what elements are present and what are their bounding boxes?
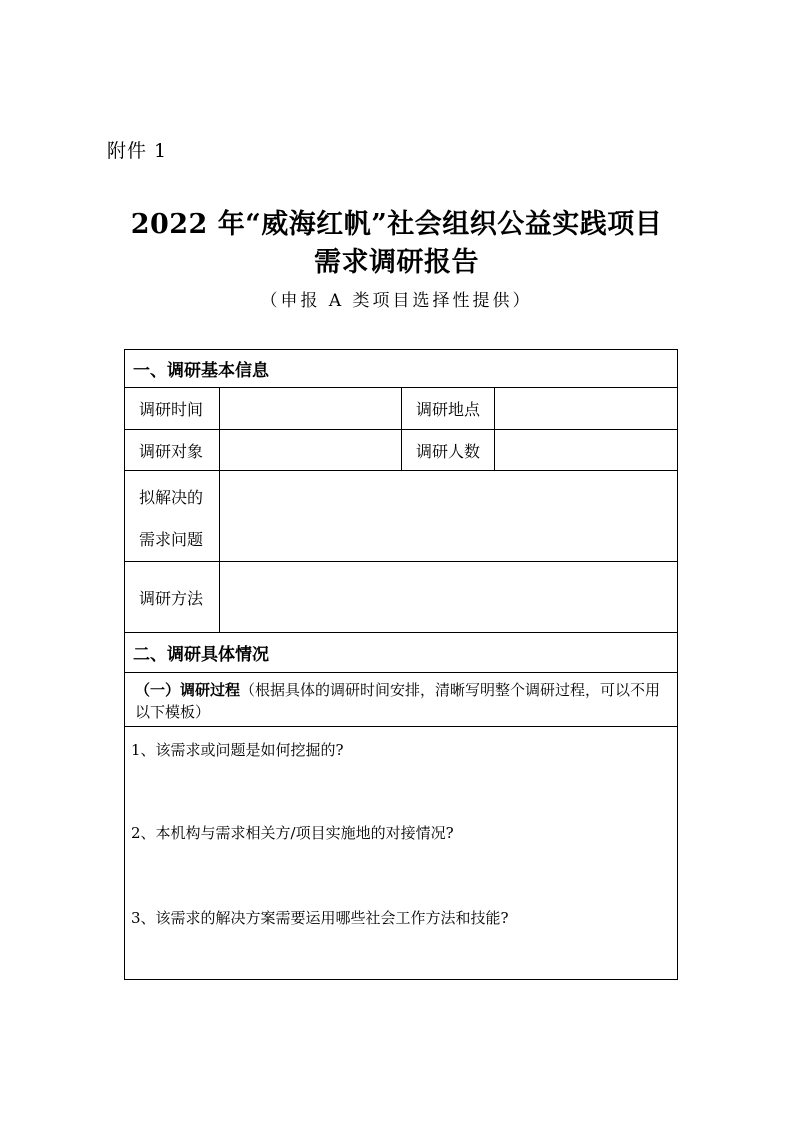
method-field[interactable]: [219, 562, 677, 632]
process-note-text: （根据具体的调研时间安排，清晰写明整个调研过程，可以不用以下模板）: [135, 681, 661, 721]
question-3: 3、该需求的解决方案需要运用哪些社会工作方法和技能?: [131, 909, 509, 927]
method-row: [125, 562, 677, 633]
section1-heading: 一、调研基本信息: [133, 361, 269, 381]
survey-form-table: [124, 349, 678, 980]
page-title: 2022 年“威海红帆”社会组织公益实践项目: [130, 209, 663, 240]
process-note: [135, 679, 671, 723]
process-answer-area[interactable]: [125, 727, 677, 979]
problem-row: [125, 471, 677, 562]
section2-heading-row: [125, 633, 677, 673]
problem-label-line2: 需求问题: [139, 530, 204, 549]
object-field[interactable]: [219, 430, 401, 470]
count-label: 调研人数: [401, 430, 494, 470]
place-label: 调研地点: [401, 388, 494, 429]
page-title-line2: 需求调研报告: [314, 247, 479, 278]
count-field[interactable]: [494, 430, 677, 470]
process-title: （一）调研过程: [135, 681, 241, 699]
attachment-label: 附件 1: [107, 140, 168, 162]
time-label: 调研时间: [139, 400, 204, 419]
object-count-row: [125, 430, 677, 471]
method-label: 调研方法: [139, 588, 204, 608]
problem-label-line1: 拟解决的: [139, 488, 204, 507]
question-1: 1、该需求或问题是如何挖掘的?: [131, 741, 344, 759]
problem-field[interactable]: [219, 471, 677, 561]
place-field[interactable]: [494, 388, 677, 429]
time-place-row: [125, 388, 677, 430]
section2-heading: 二、调研具体情况: [133, 645, 269, 665]
time-field[interactable]: [219, 388, 401, 429]
page-subtitle: （申报 A 类项目选择性提供）: [260, 291, 533, 311]
object-label: 调研对象: [139, 441, 204, 461]
problem-label: [125, 471, 219, 561]
section1-heading-row: [125, 350, 677, 388]
question-2: 2、本机构与需求相关方/项目实施地的对接情况?: [131, 824, 454, 842]
process-note-row: [125, 673, 677, 727]
